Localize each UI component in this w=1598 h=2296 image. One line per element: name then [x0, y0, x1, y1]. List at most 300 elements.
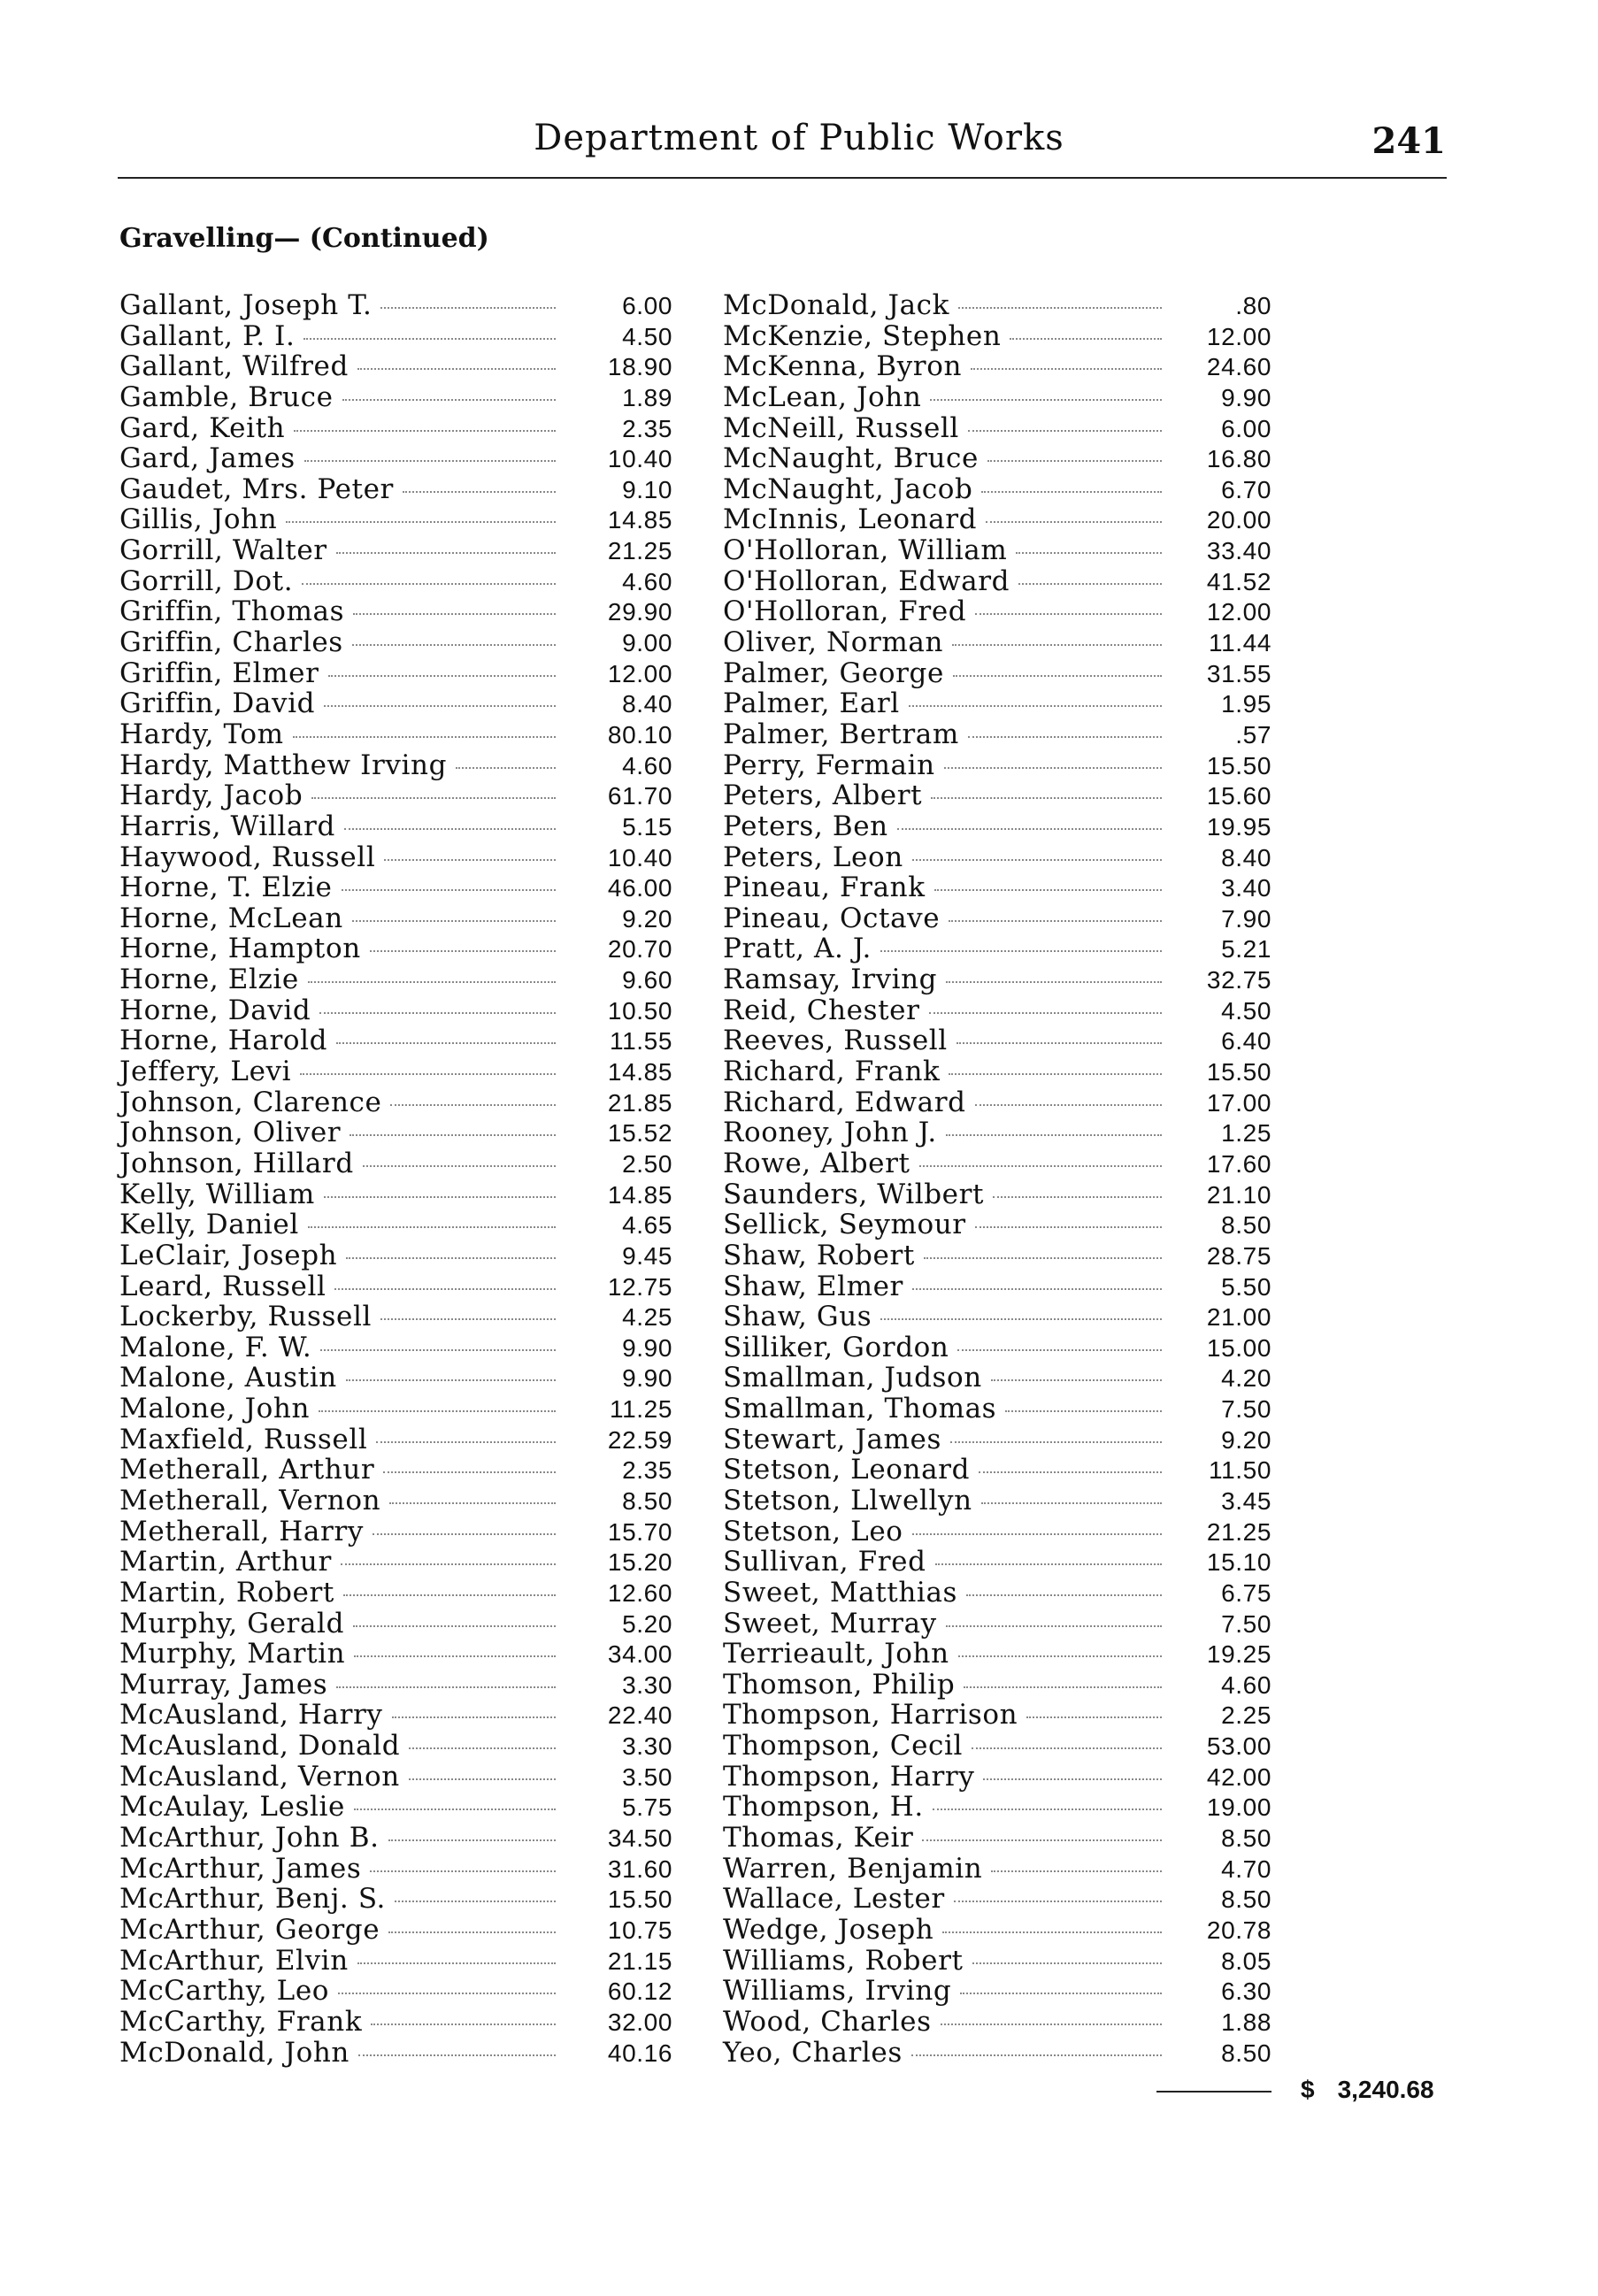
payment-amount: 5.75: [622, 1793, 672, 1822]
payee-name: Horne, Elzie: [119, 964, 299, 996]
payment-amount: 1.25: [1221, 1119, 1271, 1148]
ledger-row: [723, 1301, 1271, 1332]
ledger-row: [723, 718, 1271, 749]
dot-leader: [987, 460, 1162, 462]
dot-leader: [956, 1042, 1162, 1044]
dot-leader: [941, 2023, 1162, 2025]
ledger-row: [119, 1669, 672, 1700]
payment-amount: 2.35: [622, 1456, 672, 1485]
ledger-row: [119, 1301, 672, 1332]
dot-leader: [409, 1778, 556, 1780]
dot-leader: [949, 1073, 1162, 1075]
dot-leader: [958, 307, 1162, 309]
dot-leader: [304, 460, 556, 462]
dot-leader: [390, 1104, 556, 1106]
ledger-row: [723, 1240, 1271, 1271]
payment-amount: 53.00: [1206, 1732, 1271, 1761]
ledger-row: [723, 1087, 1271, 1117]
ledger-row: [723, 503, 1271, 534]
payee-name: Perry, Fermain: [723, 749, 935, 781]
dot-leader: [931, 797, 1162, 799]
payee-name: Thompson, Harry: [723, 1760, 975, 1793]
ledger-row: [723, 687, 1271, 718]
payee-name: Horne, Hampton: [119, 933, 361, 965]
payment-amount: 60.12: [607, 1977, 672, 2006]
payment-amount: .57: [1235, 720, 1271, 749]
ledger-row: [119, 412, 672, 443]
payment-amount: 9.10: [622, 475, 672, 503]
dot-leader: [966, 1594, 1162, 1596]
ledger-row: [723, 1516, 1271, 1547]
payee-name: Sullivan, Fred: [723, 1546, 926, 1578]
payment-amount: 3.45: [1221, 1486, 1271, 1515]
payment-amount: 32.75: [1206, 966, 1271, 994]
ledger-row: [119, 1087, 672, 1117]
payment-amount: 12.00: [1206, 322, 1271, 350]
ledger-row: [119, 350, 672, 381]
payment-amount: .80: [1235, 292, 1271, 319]
dot-leader: [968, 430, 1162, 432]
dot-leader: [389, 1502, 556, 1504]
dot-leader: [286, 521, 556, 523]
payee-name: Gallant, Wilfred: [119, 350, 349, 383]
ledger-row: [723, 1271, 1271, 1302]
dot-leader: [950, 1441, 1162, 1443]
payee-name: McCarthy, Frank: [119, 2005, 363, 2038]
payee-name: Pineau, Octave: [723, 902, 941, 934]
payment-amount: 9.90: [622, 1364, 672, 1393]
dot-leader: [395, 1901, 556, 1902]
ledger-row: [119, 1914, 672, 1945]
payment-amount: 29.90: [607, 598, 672, 626]
payee-name: Lockerby, Russell: [119, 1301, 373, 1333]
ledger-row: [723, 1546, 1271, 1577]
dot-leader: [303, 338, 556, 340]
dot-leader: [352, 644, 556, 646]
payee-name: Williams, Irving: [723, 1975, 952, 2008]
ledger-row: [119, 289, 672, 320]
payee-name: Horne, Harold: [119, 1025, 328, 1057]
payment-amount: 34.00: [607, 1640, 672, 1669]
dot-leader: [912, 1533, 1162, 1535]
dot-leader: [968, 736, 1162, 738]
dot-leader: [293, 736, 556, 738]
payment-amount: 33.40: [1206, 537, 1271, 565]
payment-amount: 12.75: [607, 1272, 672, 1301]
ledger-row: [723, 595, 1271, 626]
ledger-row: [723, 1485, 1271, 1516]
payee-name: Malone, Austin: [119, 1362, 337, 1394]
ledger-row: [119, 994, 672, 1025]
payment-amount: 9.45: [622, 1241, 672, 1270]
ledger-row: [119, 1454, 672, 1485]
payment-amount: 15.52: [607, 1119, 672, 1148]
payee-name: LeClair, Joseph: [119, 1239, 338, 1271]
payment-amount: 40.16: [607, 2039, 672, 2067]
payment-amount: 11.50: [1209, 1456, 1271, 1485]
payee-name: Kelly, Daniel: [119, 1209, 299, 1241]
payment-amount: 6.00: [1221, 414, 1271, 442]
payment-amount: 12.60: [607, 1578, 672, 1607]
ledger-row: [119, 565, 672, 596]
payment-amount: 21.25: [1206, 1517, 1271, 1546]
dot-leader: [324, 1196, 556, 1198]
dot-leader: [924, 1257, 1162, 1259]
payee-name: Stetson, Leo: [723, 1515, 903, 1547]
payment-amount: 15.60: [1206, 782, 1271, 810]
payment-amount: 21.10: [1206, 1180, 1271, 1209]
dot-leader: [960, 1993, 1162, 1994]
payee-name: McNeill, Russell: [723, 411, 959, 444]
ledger-row: [119, 657, 672, 688]
payment-amount: 8.05: [1221, 1947, 1271, 1975]
ledger-row: [723, 810, 1271, 841]
payment-amount: 8.50: [1221, 1824, 1271, 1853]
dot-leader: [946, 1625, 1162, 1627]
payment-amount: 15.00: [1206, 1333, 1271, 1362]
payment-amount: 4.60: [622, 751, 672, 779]
payee-name: Leard, Russell: [119, 1270, 327, 1302]
ledger-row: [723, 1669, 1271, 1700]
payment-amount: 80.10: [607, 720, 672, 749]
ledger-row: [119, 1393, 672, 1424]
ledger-row: [119, 1485, 672, 1516]
payment-amount: 9.60: [622, 966, 672, 994]
payment-amount: 1.89: [622, 383, 672, 411]
payee-name: Horne, T. Elzie: [119, 872, 333, 904]
payee-name: Saunders, Wilbert: [723, 1178, 985, 1210]
payee-name: Gorrill, Walter: [119, 534, 327, 567]
payment-amount: 5.21: [1221, 935, 1271, 964]
ledger-row: [119, 1638, 672, 1669]
payee-name: McArthur, Elvin: [119, 1944, 349, 1977]
payment-amount: 15.50: [607, 1885, 672, 1914]
ledger-row: [723, 1608, 1271, 1639]
dot-leader: [991, 1379, 1162, 1381]
dot-leader: [1010, 338, 1162, 340]
dot-leader: [1016, 552, 1162, 554]
payee-name: Shaw, Robert: [723, 1239, 915, 1271]
ledger-row: [119, 964, 672, 994]
payment-amount: 18.90: [607, 353, 672, 381]
ledger-row: [119, 872, 672, 902]
payee-name: Pratt, A. J.: [723, 933, 872, 965]
dot-leader: [300, 1073, 556, 1075]
payee-name: Gard, Keith: [119, 411, 286, 444]
ledger-row: [723, 1577, 1271, 1608]
payee-name: McKenna, Byron: [723, 350, 963, 383]
payment-amount: 15.10: [1206, 1548, 1271, 1577]
ledger-row: [119, 1362, 672, 1393]
ledger-row: [119, 1424, 672, 1455]
payment-amount: 4.50: [622, 322, 672, 350]
dot-leader: [302, 583, 556, 585]
payment-amount: 6.75: [1221, 1578, 1271, 1607]
payment-amount: 22.59: [607, 1425, 672, 1454]
payee-name: McArthur, George: [119, 1913, 380, 1946]
payee-name: O'Holloran, Edward: [723, 564, 1010, 597]
payee-name: Shaw, Elmer: [723, 1270, 903, 1302]
payee-name: Ramsay, Irving: [723, 964, 938, 996]
ledger-row: [119, 1056, 672, 1087]
payment-amount: 41.52: [1206, 567, 1271, 595]
payment-amount: 16.80: [1206, 445, 1271, 473]
dot-leader: [972, 1747, 1162, 1749]
ledger-row: [723, 1914, 1271, 1945]
payee-name: Peters, Albert: [723, 779, 923, 812]
total-line: [1301, 2076, 1434, 2104]
payee-name: Gallant, P. I.: [119, 319, 296, 352]
dot-leader: [880, 950, 1162, 952]
payment-amount: 6.40: [1221, 1027, 1271, 1056]
payee-name: Gorrill, Dot.: [119, 564, 294, 597]
payee-name: Harris, Willard: [119, 810, 335, 842]
ledger-row: [119, 1883, 672, 1914]
dot-leader: [944, 767, 1162, 769]
payment-amount: 15.50: [1206, 1058, 1271, 1087]
dot-leader: [911, 2054, 1162, 2056]
dot-leader: [929, 1012, 1162, 1014]
ledger-row: [723, 1362, 1271, 1393]
payee-name: Hardy, Matthew Irving: [119, 749, 448, 781]
payment-amount: 61.70: [607, 782, 672, 810]
dot-leader: [388, 1931, 556, 1933]
ledger-row: [723, 1424, 1271, 1455]
ledger-row: [723, 1025, 1271, 1056]
payee-name: Stetson, Leonard: [723, 1454, 971, 1486]
left-column: [119, 289, 672, 2067]
dot-leader: [380, 1318, 556, 1320]
payee-name: McAusland, Harry: [119, 1699, 383, 1732]
ledger-row: [723, 1945, 1271, 1976]
payment-amount: 21.25: [607, 537, 672, 565]
payee-name: Richard, Frank: [723, 1056, 941, 1088]
dot-leader: [1018, 583, 1162, 585]
ledger-row: [119, 1822, 672, 1853]
ledger-row: [119, 1975, 672, 2006]
payee-name: Haywood, Russell: [119, 841, 376, 873]
ledger-row: [723, 534, 1271, 565]
payment-amount: 17.60: [1206, 1149, 1271, 1178]
dot-leader: [350, 1134, 556, 1136]
dot-leader: [384, 859, 556, 861]
dot-leader: [344, 828, 556, 830]
payee-name: Thomson, Philip: [723, 1668, 956, 1701]
dot-leader: [319, 1410, 556, 1412]
dot-leader: [981, 491, 1162, 493]
ledger-row: [119, 1271, 672, 1302]
dot-leader: [912, 859, 1162, 861]
dot-leader: [897, 828, 1162, 830]
payee-name: McLean, John: [723, 380, 922, 413]
payment-amount: 8.50: [1221, 1211, 1271, 1240]
payee-name: Kelly, William: [119, 1178, 315, 1210]
payment-amount: 8.50: [1221, 2039, 1271, 2067]
ledger-row: [723, 473, 1271, 504]
payment-amount: 14.85: [607, 506, 672, 534]
ledger-row: [119, 534, 672, 565]
payee-name: Stewart, James: [723, 1423, 941, 1455]
payee-name: McDonald, Jack: [723, 289, 949, 321]
payee-name: Smallman, Judson: [723, 1362, 982, 1394]
dot-leader: [336, 1042, 556, 1044]
dot-leader: [294, 430, 556, 432]
payee-name: O'Holloran, William: [723, 534, 1008, 567]
ledger-row: [119, 1117, 672, 1148]
dot-leader: [993, 1196, 1162, 1198]
ledger-row: [119, 320, 672, 351]
payee-name: Palmer, George: [723, 657, 944, 689]
section-heading: Gravelling— (Continued): [119, 223, 489, 254]
payment-amount: 3.30: [622, 1670, 672, 1699]
payment-amount: 20.78: [1206, 1916, 1271, 1944]
dot-leader: [383, 1471, 556, 1473]
payee-name: Wallace, Lester: [723, 1883, 945, 1916]
ledger-row: [119, 1546, 672, 1577]
payment-amount: 19.95: [1206, 812, 1271, 841]
payment-amount: 10.75: [607, 1916, 672, 1944]
payee-name: Thompson, Harrison: [723, 1699, 1018, 1732]
dot-leader: [991, 1870, 1162, 1872]
payee-name: Gillis, John: [119, 503, 278, 536]
ledger-row: [119, 1179, 672, 1209]
dot-leader: [342, 889, 556, 891]
payee-name: Shaw, Gus: [723, 1301, 872, 1333]
ledger-row: [119, 1148, 672, 1179]
payment-amount: 19.25: [1206, 1640, 1271, 1669]
dot-leader: [964, 1686, 1162, 1688]
ledger-row: [723, 1730, 1271, 1761]
payee-name: Oliver, Norman: [723, 626, 944, 659]
ledger-row: [723, 1883, 1271, 1914]
ledger-row: [119, 810, 672, 841]
dot-leader: [934, 889, 1162, 891]
payee-name: Griffin, Elmer: [119, 657, 319, 689]
dot-leader: [957, 1349, 1162, 1351]
dot-leader: [409, 1747, 556, 1749]
payee-name: Silliker, Gordon: [723, 1331, 949, 1363]
total-currency: $: [1301, 2076, 1315, 2103]
payee-name: Gamble, Bruce: [119, 380, 334, 413]
payee-name: Martin, Robert: [119, 1576, 334, 1609]
payee-name: Murphy, Gerald: [119, 1607, 345, 1639]
dot-leader: [388, 1839, 556, 1841]
payment-amount: 6.00: [622, 292, 672, 319]
dot-leader: [380, 307, 556, 309]
dot-leader: [946, 1134, 1162, 1136]
payment-amount: 32.00: [607, 2008, 672, 2036]
header-rule: [118, 177, 1447, 179]
payee-name: McNaught, Bruce: [723, 442, 979, 475]
dot-leader: [370, 1870, 556, 1872]
payee-name: McKenzie, Stephen: [723, 319, 1002, 352]
payee-name: Reid, Chester: [723, 994, 920, 1026]
payment-amount: 8.50: [1221, 1885, 1271, 1914]
payee-name: Sellick, Seymour: [723, 1209, 966, 1241]
dot-leader: [334, 1288, 556, 1290]
payee-name: Palmer, Bertram: [723, 718, 959, 750]
dot-leader: [942, 1931, 1162, 1933]
ledger-row: [119, 1791, 672, 1822]
dot-leader: [392, 1716, 556, 1718]
dot-leader: [324, 705, 556, 707]
ledger-row: [723, 779, 1271, 810]
dot-leader: [346, 1379, 556, 1381]
payee-name: Smallman, Thomas: [723, 1393, 997, 1425]
ledger-row: [119, 381, 672, 412]
payee-name: Metherall, Harry: [119, 1515, 364, 1547]
payment-amount: 2.25: [1221, 1701, 1271, 1730]
right-column: [723, 289, 1271, 2067]
payee-name: Johnson, Hillard: [119, 1147, 354, 1179]
payee-name: Gard, James: [119, 442, 296, 475]
payee-name: Peters, Leon: [723, 841, 903, 873]
dot-leader: [352, 920, 556, 922]
payment-amount: 4.20: [1221, 1364, 1271, 1393]
ledger-row: [723, 1761, 1271, 1792]
payment-amount: 19.00: [1206, 1793, 1271, 1822]
ledger-row: [723, 1056, 1271, 1087]
ledger-row: [723, 289, 1271, 320]
page-number: 241: [1371, 120, 1446, 162]
payee-name: McArthur, James: [119, 1852, 362, 1885]
payment-amount: 2.50: [622, 1149, 672, 1178]
ledger-row: [723, 933, 1271, 964]
dot-leader: [975, 1104, 1162, 1106]
payment-amount: 7.50: [1221, 1395, 1271, 1424]
dot-leader: [1026, 1716, 1162, 1718]
dot-leader: [308, 1226, 556, 1228]
payee-name: Reeves, Russell: [723, 1025, 948, 1057]
payee-name: McInnis, Leonard: [723, 503, 978, 536]
ledger-row: [723, 442, 1271, 473]
payment-amount: 10.50: [607, 996, 672, 1025]
dot-leader: [363, 1165, 556, 1167]
payee-name: Hardy, Jacob: [119, 779, 303, 812]
ledger-row: [119, 1025, 672, 1056]
payment-amount: 46.00: [607, 874, 672, 902]
payment-amount: 4.25: [622, 1303, 672, 1332]
dot-leader: [328, 675, 556, 677]
payee-name: McAusland, Vernon: [119, 1760, 400, 1793]
dot-leader: [958, 1655, 1162, 1657]
ledger-row: [723, 1638, 1271, 1669]
ledger-row: [723, 657, 1271, 688]
payment-amount: 17.00: [1206, 1088, 1271, 1117]
ledger-row: [723, 350, 1271, 381]
ledger-row: [119, 1240, 672, 1271]
ledger-row: [723, 381, 1271, 412]
ledger-row: [723, 1699, 1271, 1730]
payment-amount: 11.55: [610, 1027, 672, 1056]
ledger-row: [119, 2006, 672, 2037]
payee-name: Pineau, Frank: [723, 872, 926, 904]
dot-leader: [353, 613, 556, 615]
payment-amount: 21.00: [1206, 1303, 1271, 1332]
payment-amount: 31.55: [1206, 659, 1271, 687]
payee-name: Richard, Edward: [723, 1086, 966, 1118]
dot-leader: [1005, 1410, 1162, 1412]
payee-name: Johnson, Oliver: [119, 1117, 342, 1149]
payment-amount: 14.85: [607, 1180, 672, 1209]
dot-leader: [919, 1165, 1162, 1167]
dot-leader: [343, 1594, 556, 1596]
ledger-row: [119, 687, 672, 718]
ledger-row: [119, 841, 672, 872]
ledger-row: [723, 1454, 1271, 1485]
payee-name: Murray, James: [119, 1668, 328, 1701]
payee-name: McNaught, Jacob: [723, 472, 973, 505]
